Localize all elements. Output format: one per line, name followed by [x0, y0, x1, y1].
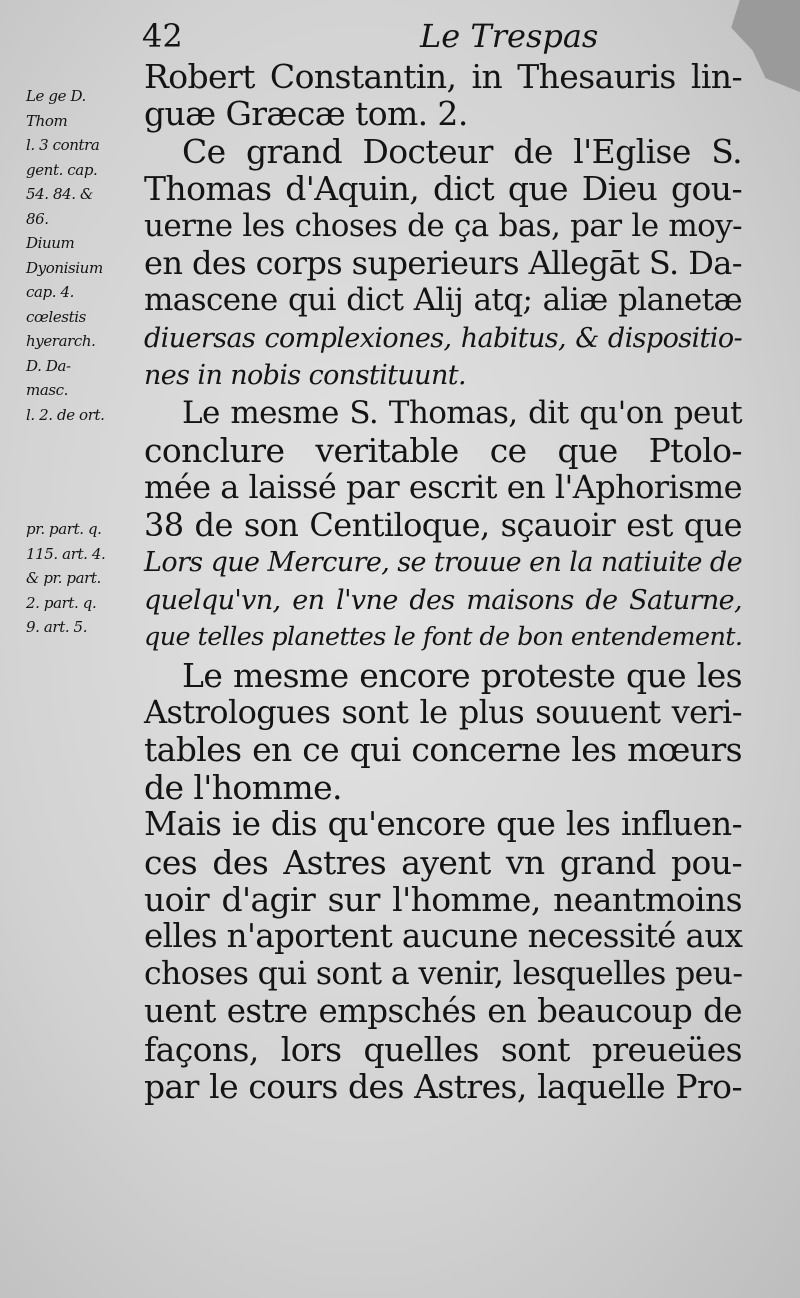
margin-note: Diuum: [26, 234, 75, 252]
page-number: 42: [142, 17, 183, 55]
text-line: elles n'aportent aucune necessité aux: [144, 917, 743, 956]
margin-note: Thom: [26, 111, 68, 130]
text-line: en des corps superieurs Allegāt S. Da-: [144, 244, 742, 283]
body-text: [144, 58, 742, 1105]
text-line: tables en ce qui concerne les mœurs: [144, 730, 742, 770]
text-line: par le cours des Astres, laquelle Pro-: [144, 1066, 742, 1106]
text-line: Le mesme S. Thomas, dit qu'on peut: [182, 394, 742, 431]
margin-note: hyerarch.: [26, 332, 96, 350]
margin-note: 86.: [26, 209, 49, 228]
text-line: façons, lors quelles sont preueües: [144, 1029, 742, 1069]
running-head: [0, 14, 800, 58]
margin-note: cœlestis: [26, 307, 86, 326]
text-line: Robert Constantin, in Thesauris lin-: [144, 57, 742, 96]
text-line: Astrologues sont le plus souuent veri-: [144, 692, 742, 731]
text-line: Thomas d'Aquin, dict que Dieu gou-: [144, 169, 742, 209]
margin-note: D. Da-: [26, 356, 71, 375]
margin-note: 115. art. 4.: [26, 544, 106, 563]
text-line: diuersas complexiones, habitus, & dispositio-: [144, 322, 742, 354]
text-line: mascene qui dict Alij atq; aliæ planetæ: [144, 282, 742, 319]
text-line: Ce grand Docteur de l'Eglise S.: [182, 131, 742, 171]
text-line: uerne les choses de ça bas, par le moy-: [144, 207, 742, 244]
margin-note: l. 2. de ort.: [26, 405, 105, 424]
text-line: que telles planettes le font de bon entendement.: [144, 622, 743, 653]
margin-notes: [26, 84, 154, 640]
margin-note: & pr. part.: [26, 569, 101, 587]
text-line: conclure veritable ce que Ptolo-: [144, 431, 742, 471]
text-line: Mais ie dis qu'encore que les influen-: [144, 805, 742, 844]
text-line: de l'homme.: [144, 767, 342, 807]
margin-note: gent. cap.: [26, 160, 98, 179]
margin-note: 2. part. q.: [26, 593, 97, 612]
margin-note: l. 3 contra: [26, 136, 100, 154]
running-title: Le Trespas: [420, 17, 599, 55]
text-line: nes in nobis constituunt.: [144, 360, 466, 392]
text-line: 38 de son Centiloque, sçauoir est que: [144, 505, 742, 544]
text-line: guæ Græcæ tom. 2.: [144, 94, 468, 134]
margin-note: cap. 4.: [26, 283, 74, 301]
margin-note: 54. 84. &: [26, 185, 93, 203]
margin-note: pr. part. q.: [26, 520, 102, 538]
margin-note: Dyonisium: [26, 258, 103, 277]
text-line: Lors que Mercure, se trouue en la natiuite de: [144, 547, 742, 579]
margin-note: 9. art. 5.: [26, 618, 88, 636]
text-line: choses qui sont a venir, lesquelles peu-: [144, 955, 743, 992]
margin-note: Le ge D.: [26, 87, 86, 105]
text-line: quelqu'vn, en l'vne des maisons de Saturne,: [144, 584, 742, 616]
text-line: uoir d'agir sur l'homme, neantmoins: [144, 879, 742, 919]
margin-note: masc.: [26, 381, 69, 399]
text-line: mée a laissé par escrit en l'Aphorisme: [144, 468, 742, 507]
text-line: Le mesme encore proteste que les: [182, 655, 742, 695]
text-line: uent estre empschés en beaucoup de: [144, 992, 742, 1031]
text-line: ces des Astres ayent vn grand pou-: [144, 842, 742, 882]
